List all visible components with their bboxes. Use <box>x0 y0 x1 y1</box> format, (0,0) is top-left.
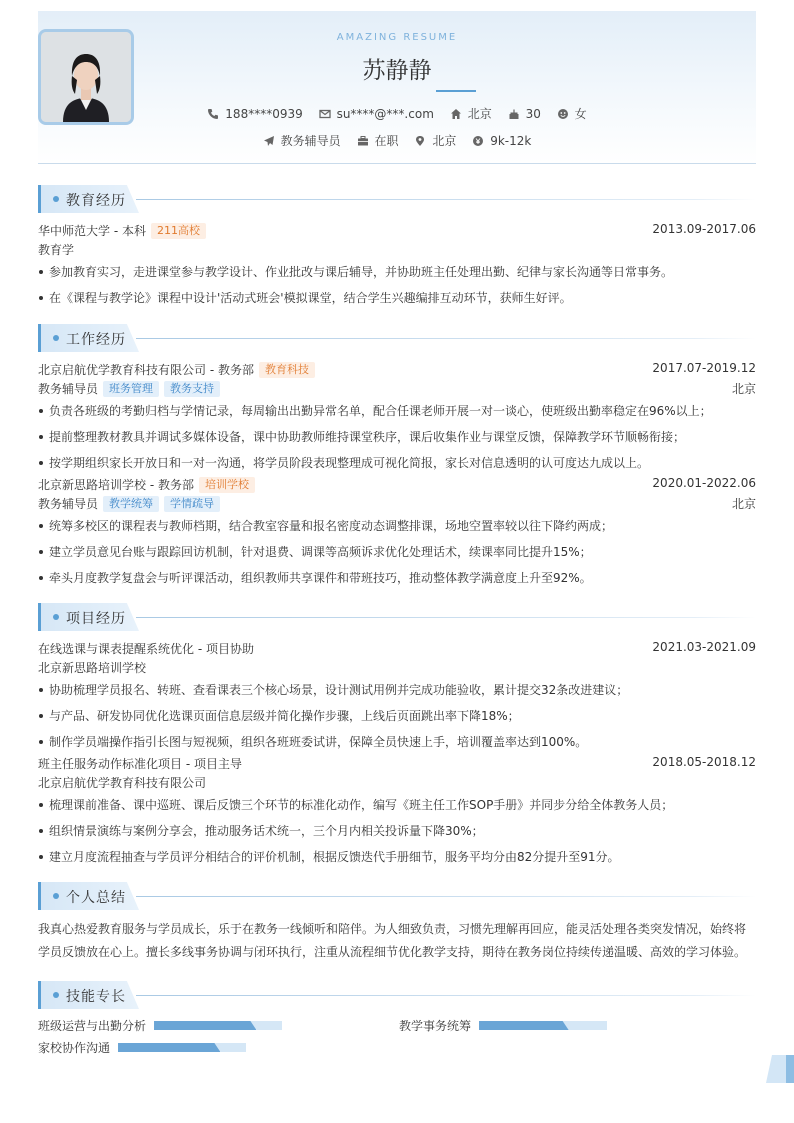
skill-name: 教学事务统筹 <box>399 1019 472 1033</box>
section-title: 个人总结 <box>38 882 756 910</box>
cake-icon <box>508 108 520 120</box>
phone-icon <box>207 108 219 120</box>
role-tag: 教务支持 <box>164 381 220 397</box>
company-name: 北京新思路培训学校 - 教务部 <box>38 478 194 492</box>
salary-info: 9k-12k <box>472 134 531 148</box>
contact-row <box>38 105 756 122</box>
school-tag: 211高校 <box>151 223 206 239</box>
work-section <box>38 324 756 591</box>
list-item: 统筹多校区的课程表与教师档期，结合教室容量和报名密度动态调整排课，场地空置率较以往下降约两成； <box>38 513 756 539</box>
job-intent-row <box>38 132 756 149</box>
list-item: 梳理课前准备、课中巡班、课后反馈三个环节的标准化动作，编写《班主任工作SOP手册》并同步分给全体教务人员； <box>38 792 756 818</box>
section-title: 技能专长 <box>38 981 756 1009</box>
summary-section <box>38 882 756 964</box>
section-title: 项目经历 <box>38 603 756 631</box>
resume-header <box>38 11 756 164</box>
job-date: 2020.01-2022.06 <box>652 476 756 490</box>
job-city: 北京 <box>731 497 756 511</box>
projects-section <box>38 603 756 870</box>
project-org: 北京新思路培训学校 <box>38 661 147 675</box>
resume-page <box>38 11 756 1055</box>
list-item: 制作学员端操作指引长图与短视频，组织各班班委试讲，保障全员快速上手，培训覆盖率达到100%。 <box>38 729 756 755</box>
project-org: 北京启航优学教育科技有限公司 <box>38 776 207 790</box>
project-name: 在线选课与课表提醒系统优化 - 项目协助 <box>38 642 254 656</box>
name-underline <box>436 90 476 92</box>
candidate-name: 苏静静 <box>362 58 432 84</box>
status-info: 在职 <box>357 132 399 149</box>
skill-bar <box>118 1043 246 1052</box>
list-item: 在《课程与教学论》课程中设计'活动式班会'模拟课堂，结合学生兴趣编排互动环节，获师生好评。 <box>38 285 756 311</box>
section-title: 教育经历 <box>38 185 756 213</box>
project-name: 班主任服务动作标准化项目 - 项目主导 <box>38 757 242 771</box>
mail-icon <box>319 108 331 120</box>
list-item: 组织情景演练与案例分享会，推动服务话术统一，三个月内相关投诉量下降30%； <box>38 818 756 844</box>
school-name: 华中师范大学 - 本科 <box>38 224 146 238</box>
phone-info: 188****0939 <box>207 107 302 121</box>
resume-subtitle: AMAZING RESUME <box>336 32 458 43</box>
skill-bar-fill <box>118 1043 220 1052</box>
skill-item <box>399 1017 607 1034</box>
corner-decoration <box>766 1055 794 1083</box>
education-entry <box>38 222 756 240</box>
list-item: 按学期组织家长开放日和一对一沟通，将学员阶段表现整理成可视化简报，家长对信息透明的认可度达九成以上。 <box>38 450 756 476</box>
job-role: 教务辅导员 <box>38 497 99 511</box>
briefcase-icon <box>357 135 369 147</box>
send-icon <box>263 135 275 147</box>
company-name: 北京启航优学教育科技有限公司 - 教务部 <box>38 363 254 377</box>
role-tag: 学情疏导 <box>164 496 220 512</box>
skill-name: 班级运营与出勤分析 <box>38 1019 147 1033</box>
section-title: 工作经历 <box>38 324 756 352</box>
skills-list <box>38 1017 756 1067</box>
list-item: 与产品、研发协同优化选课页面信息层级并简化操作步骤，上线后页面跳出率下降18%； <box>38 703 756 729</box>
list-item: 参加教育实习，走进课堂参与教学设计、作业批改与课后辅导，并协助班主任处理出勤、纪律与家长沟通等日常事务。 <box>38 259 756 285</box>
list-item: 协助梳理学员报名、转班、查看课表三个核心场景，设计测试用例并完成功能验收，累计提交32条改进建议； <box>38 677 756 703</box>
list-item: 提前整理教材教具并调试多媒体设备，课中协助教师维持课堂秩序，课后收集作业与课堂反馈，保障教学环节顺畅衔接； <box>38 424 756 450</box>
project-entry <box>38 755 756 870</box>
education-date: 2013.09-2017.06 <box>652 222 756 236</box>
hometown-info: 北京 <box>450 105 492 122</box>
age-info: 30 <box>508 107 541 121</box>
list-item: 建立学员意见台账与跟踪回访机制，针对退费、调课等高频诉求优化处理话术，续课率同比提升15%； <box>38 539 756 565</box>
industry-tag: 教育科技 <box>259 362 315 378</box>
skill-bar-fill <box>154 1021 256 1030</box>
project-date: 2021.03-2021.09 <box>652 640 756 654</box>
skill-bar <box>154 1021 282 1030</box>
skill-item <box>38 1017 282 1034</box>
position-info: 教务辅导员 <box>263 132 341 149</box>
project-entry <box>38 640 756 755</box>
summary-text: 我真心热爱教育服务与学员成长，乐于在教务一线倾听和陪伴。为人细致负责，习惯先理解再回应，能灵活处理各类突发情况，始终将学员反馈放在心上。擅长多线事务协调与闭环执行，注重从流程细节优化教学支持，期待在教务岗位持续传递温暖、高效的学习体验。 <box>38 922 747 959</box>
major: 教育学 <box>38 243 75 257</box>
role-tag: 教学统筹 <box>103 496 159 512</box>
job-role: 教务辅导员 <box>38 382 99 396</box>
job-city: 北京 <box>731 382 756 396</box>
list-item: 建立月度流程抽查与学员评分相结合的评价机制，根据反馈迭代手册细节，服务平均分由82分提升至91分。 <box>38 844 756 870</box>
gender-info: 女 <box>557 105 587 122</box>
job-date: 2017.07-2019.12 <box>652 361 756 375</box>
job-entry <box>38 361 756 476</box>
education-section <box>38 185 756 311</box>
list-item: 负责各班级的考勤归档与学情记录，每周输出出勤异常名单，配合任课老师开展一对一谈心，使班级出勤率稳定在96%以上； <box>38 398 756 424</box>
skill-bar <box>479 1021 607 1030</box>
role-tag: 班务管理 <box>103 381 159 397</box>
skill-item <box>38 1039 246 1056</box>
gender-icon <box>557 108 569 120</box>
job-entry <box>38 476 756 591</box>
skill-name: 家校协作沟通 <box>38 1041 111 1055</box>
city-info: 北京 <box>414 132 456 149</box>
salary-icon <box>472 135 484 147</box>
email-info: su****@***.com <box>319 107 434 121</box>
skills-section <box>38 981 756 1067</box>
list-item: 牵头月度教学复盘会与听评课活动，组织教师共享课件和带班技巧，推动整体教学满意度上升至92%。 <box>38 565 756 591</box>
home-icon <box>450 108 462 120</box>
location-pin-icon <box>414 135 426 147</box>
industry-tag: 培训学校 <box>199 477 255 493</box>
skill-bar-fill <box>479 1021 569 1030</box>
project-date: 2018.05-2018.12 <box>652 755 756 769</box>
